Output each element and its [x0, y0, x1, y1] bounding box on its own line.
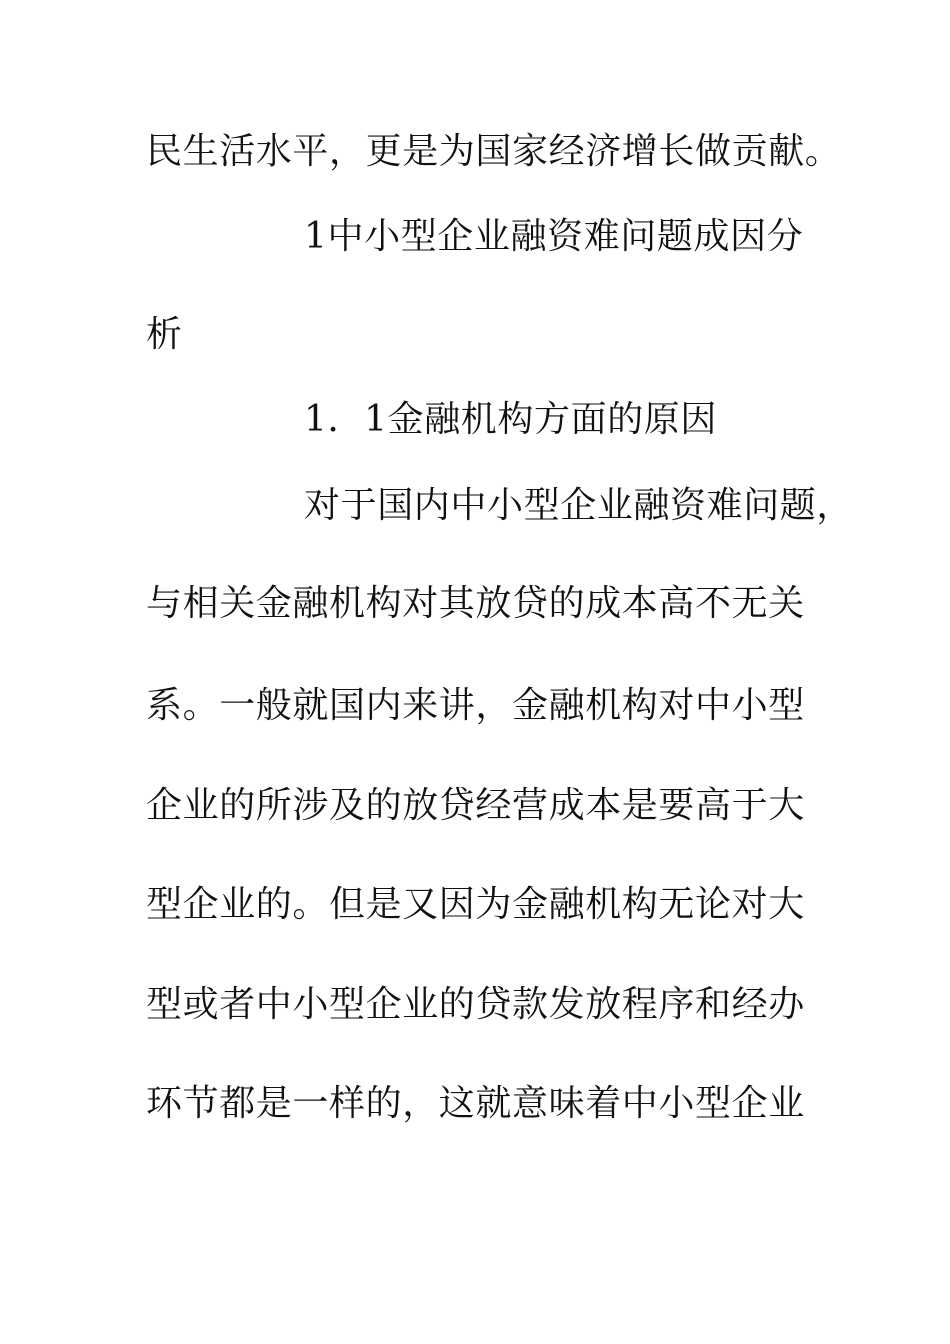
paragraph-line: 系。一般就国内来讲，金融机构对中小型 — [146, 685, 805, 726]
paragraph-line: 环节都是一样的，这就意味着中小型企业 — [146, 1083, 805, 1124]
paragraph-line: 企业的所涉及的放贷经营成本是要高于大 — [146, 785, 805, 826]
section-heading: 1中小型企业融资难问题成因分 — [304, 216, 804, 257]
section-heading-continued: 析 — [146, 314, 183, 355]
paragraph-line: 型或者中小型企业的贷款发放程序和经办 — [146, 984, 805, 1025]
paragraph-line: 对于国内中小型企业融资难问题， — [304, 485, 854, 526]
body-text-line: 民生活水平，更是为国家经济增长做贡献。 — [146, 131, 842, 172]
subsection-heading: 1．1金融机构方面的原因 — [304, 399, 718, 440]
paragraph-line: 型企业的。但是又因为金融机构无论对大 — [146, 884, 805, 925]
paragraph-line: 与相关金融机构对其放贷的成本高不无关 — [146, 583, 805, 624]
